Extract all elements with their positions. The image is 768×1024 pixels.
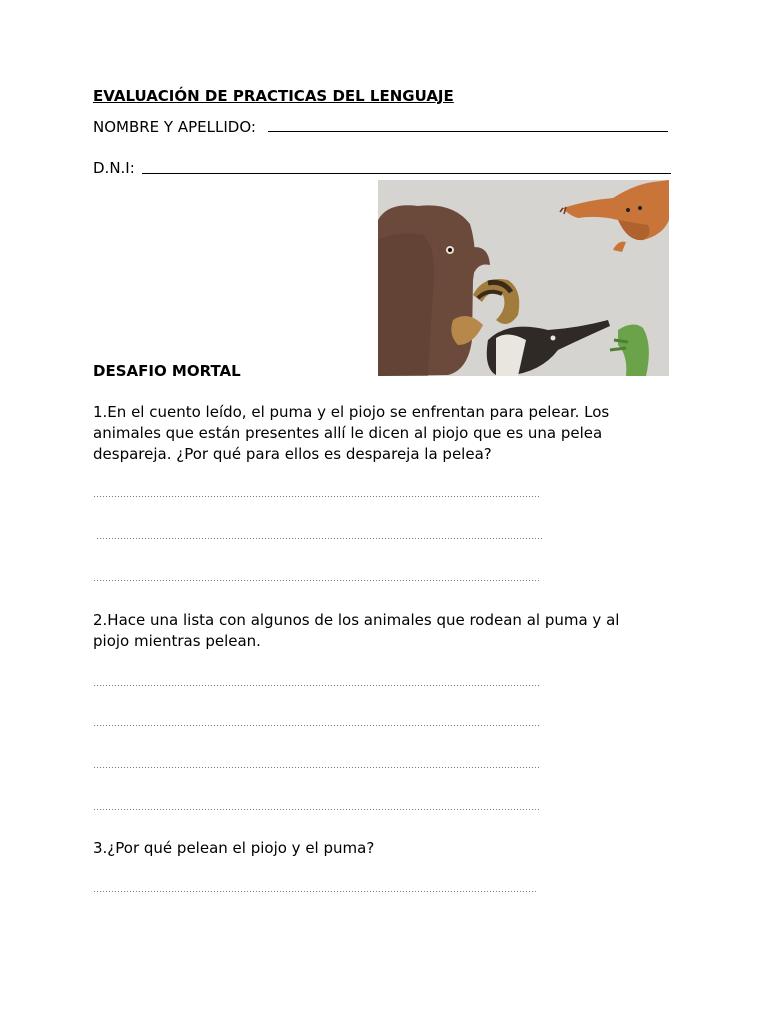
dni-label: D.N.I: <box>93 159 135 177</box>
question-2: 2.Hace una lista con algunos de los animales que rodean al puma y al piojo mientras pelean. <box>93 611 620 650</box>
name-label: NOMBRE Y APELLIDO: <box>93 118 256 136</box>
section-title: DESAFIO MORTAL <box>93 362 241 380</box>
answer-line[interactable] <box>93 890 537 892</box>
name-answer-line[interactable] <box>268 131 668 132</box>
story-illustration <box>378 180 669 376</box>
answer-line[interactable] <box>93 808 541 810</box>
answer-line[interactable] <box>93 724 541 726</box>
answer-line[interactable] <box>93 579 541 581</box>
question-3: 3.¿Por qué pelean el piojo y el puma? <box>93 839 375 857</box>
question-1: 1.En el cuento leído, el puma y el piojo se enfrentan para pelear. Los animales que están presentes allí le dicen al piojo que es una pelea despareja. ¿Por qué para ellos es despareja la pelea? <box>93 403 610 463</box>
worksheet-title: EVALUACIÓN DE PRACTICAS DEL LENGUAJE <box>93 87 454 105</box>
answer-line[interactable] <box>93 766 541 768</box>
answer-line[interactable] <box>93 684 541 686</box>
dni-answer-line[interactable] <box>142 173 671 174</box>
answer-line[interactable] <box>96 537 544 539</box>
answer-line[interactable] <box>93 495 541 497</box>
